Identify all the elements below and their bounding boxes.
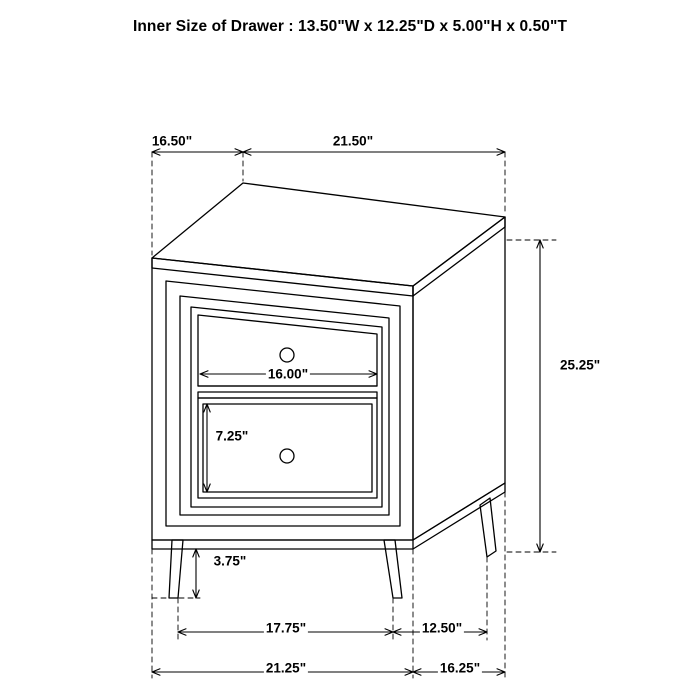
front-frame-inner2	[191, 307, 382, 507]
leg-back-right	[480, 498, 496, 557]
dimension-label-overall-depth: 16.25"	[439, 660, 481, 676]
cabinet-apron-side	[413, 483, 505, 549]
dimension-label-lower-drawer-height: 7.25"	[215, 428, 249, 444]
page-title: Inner Size of Drawer : 13.50"W x 12.25"D x 5.00"H x 0.50"T	[132, 18, 568, 35]
dimension-label-overall-height: 25.25"	[560, 357, 601, 373]
lower-drawer-inner-line	[203, 404, 372, 492]
dimension-label-top-depth: 16.50"	[151, 133, 193, 149]
dimension-label-leg-height: 3.75"	[213, 553, 247, 569]
lower-drawer-face	[198, 398, 377, 498]
upper-drawer-knob	[280, 348, 294, 362]
dimension-label-base-front-width: 17.75"	[265, 620, 307, 636]
lower-drawer-knob	[280, 449, 294, 463]
dimension-label-top-width: 21.50"	[332, 133, 374, 149]
dimension-label-base-side-depth: 12.50"	[421, 620, 463, 636]
cabinet-apron-front	[152, 540, 413, 549]
cabinet-top-edge-front	[152, 258, 413, 296]
cabinet-top-surface	[152, 183, 505, 286]
dimension-label-upper-drawer-width: 16.00"	[267, 366, 309, 382]
front-frame-inner	[180, 296, 389, 515]
dimension-label-overall-width: 21.25"	[265, 660, 307, 676]
drawer-gap-line	[198, 392, 377, 398]
cabinet-top-edge-side	[413, 217, 505, 296]
